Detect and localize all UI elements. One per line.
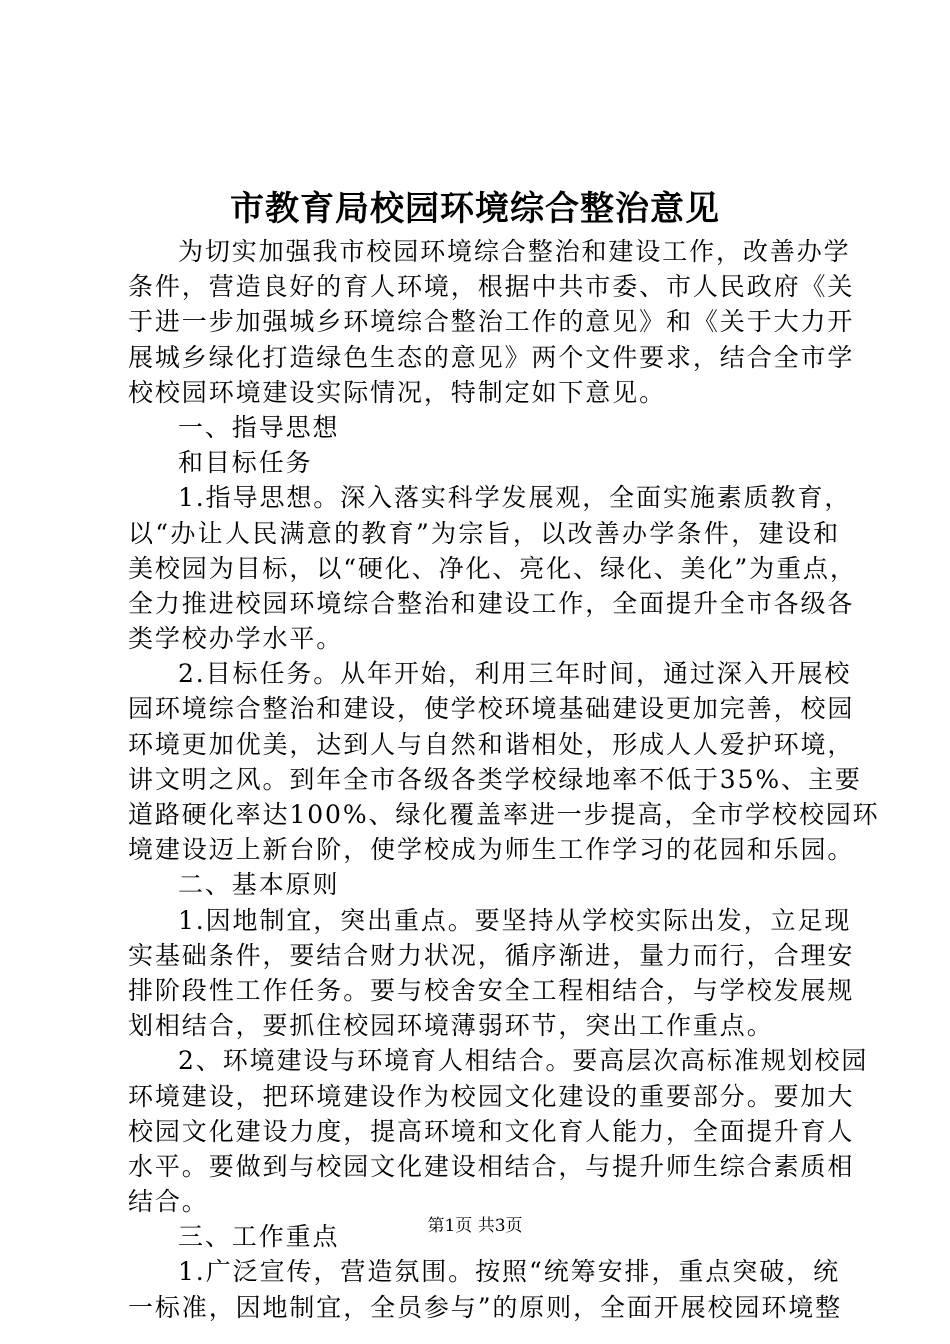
section-heading: 三、工作重点 [178,1222,340,1252]
paragraph-line: 道路硬化率达100%、绿化覆盖率进一步提高，全市学校校园环 [128,800,880,829]
paragraph-line: 结合。 [128,1187,209,1217]
paragraph-line: 1.广泛宣传，营造氛围。按照“统筹安排，重点突破，统 [178,1257,840,1287]
paragraph-line: 以“办让人民满意的教育”为宗旨，以改善办学条件，建设和 [128,518,840,548]
paragraph-line: 环境更加优美，达到人与自然和谐相处，形成人人爱护环境， [128,729,855,759]
paragraph-line: 全力推进校园环境综合整治和建设工作，全面提升全市各级各 [128,588,855,618]
page-number-footer: 第1页 共3页 [427,1216,523,1236]
paragraph-line: 一标准，因地制宜，全员参与”的原则，全面开展校园环境整 [128,1292,843,1322]
paragraph-line: 美校园为目标，以“硬化、净化、亮化、绿化、美化”为重点， [128,553,857,583]
paragraph-line: 1.指导思想。深入落实科学发展观，全面实施素质教育， [178,483,852,513]
section-heading: 和目标任务 [178,448,313,478]
paragraph-line: 实基础条件，要结合财力状况，循序渐进，量力而行，合理安 [128,940,855,970]
paragraph-line: 讲文明之风。到年全市各级各类学校绿地率不低于35%、主要 [128,764,862,794]
paragraph-line: 园环境综合整治和建设，使学校环境基础建设更加完善，校园 [128,694,855,724]
paragraph-line: 1.因地制宜，突出重点。要坚持从学校实际出发，立足现 [178,905,852,935]
section-heading: 二、基本原则 [178,870,340,900]
document-title: 市教育局校园环境综合整治意见 [230,189,720,229]
paragraph-line: 校校园环境建设实际情况，特制定如下意见。 [128,377,667,407]
section-heading: 一、指导思想 [178,412,340,442]
paragraph-line: 校园文化建设力度，提高环境和文化育人能力，全面提升育人 [128,1116,855,1146]
paragraph-line: 境建设迈上新台阶，使学校成为师生工作学习的花园和乐园。 [128,835,855,865]
paragraph-line: 于进一步加强城乡环境综合整治工作的意见》和《关于大力开 [128,307,855,337]
paragraph-line: 条件，营造良好的育人环境，根据中共市委、市人民政府《关 [128,272,855,302]
paragraph-line: 2.目标任务。从年开始，利用三年时间，通过深入开展校 [178,659,852,689]
paragraph-line: 2、环境建设与环境育人相结合。要高层次高标准规划校园 [178,1046,869,1076]
paragraph-line: 环境建设，把环境建设作为校园文化建设的重要部分。要加大 [128,1081,855,1111]
paragraph-line: 展城乡绿化打造绿色生态的意见》两个文件要求，结合全市学 [128,342,855,372]
paragraph-line: 划相结合，要抓住校园环境薄弱环节，突出工作重点。 [128,1011,774,1041]
paragraph-line: 排阶段性工作任务。要与校舍安全工程相结合，与学校发展规 [128,975,855,1005]
paragraph-line: 为切实加强我市校园环境综合整治和建设工作，改善办学 [178,237,851,266]
document-body [128,234,880,1325]
paragraph-line: 水平。要做到与校园文化建设相结合，与提升师生综合素质相 [128,1151,855,1181]
paragraph-line: 类学校办学水平。 [128,624,344,654]
